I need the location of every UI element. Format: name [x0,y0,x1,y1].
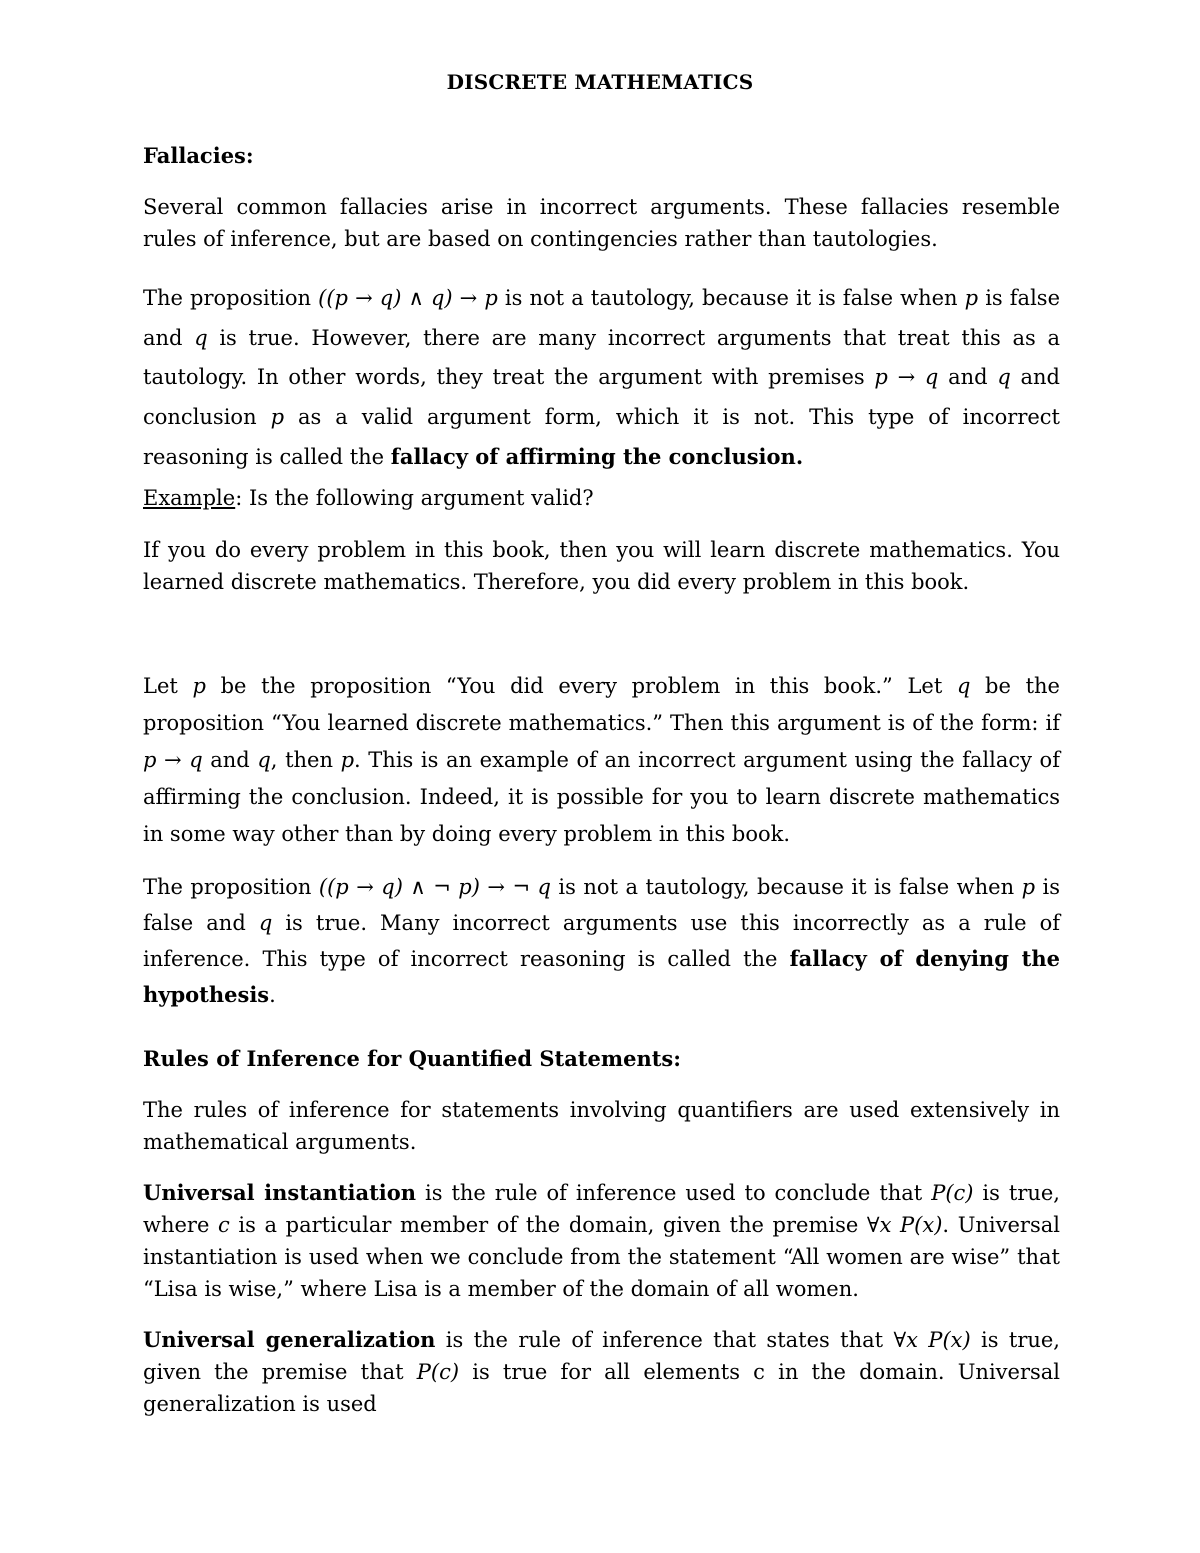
text-run: is the rule of inference that states that [435,1328,894,1352]
text-run: . This is an example of an incorrect argument using the fallacy of affirming the conclusion. Indeed, it is possible for you to learn discrete mathematics in some way other than by doing every problem in this book. [143,748,1060,846]
math-expression: p → q [143,748,203,772]
paragraph-fallacies-intro: Several common fallacies arise in incorrect arguments. These fallacies resemble rules of inference, but are based on contingencies rather than tautologies. [143,195,1060,251]
text-run: is true, given the premise that [143,1328,1060,1384]
math-variable-q: q [257,748,271,772]
term-universal-instantiation: Universal instantiation [143,1180,417,1205]
math-expression: ∀x P(x) [893,1328,971,1352]
text-run: is true. However, there are many incorrect arguments that treat this as a tautology. In other words, they treat the argument with premises [143,325,1060,389]
math-variable-q: q [956,674,971,698]
math-variable-q: q [997,365,1011,389]
text-run: . Universal instantiation is used when we conclude from the statement “All women are wise” that “Lisa is wise,” where Lisa is a member of the domain of all women. [143,1213,1060,1301]
text-run: as a valid argument form, which it is not. This type of incorrect reasoning is called the [143,404,1060,469]
math-variable-p: p [270,404,285,429]
math-expression: P(c) [416,1360,460,1384]
math-variable-q: q [194,325,208,350]
text-run: The proposition [143,286,319,310]
example-argument: If you do every problem in this book, then you will learn discrete mathematics. You learned discrete mathematics. Therefore, you did every problem in this book. [143,538,1060,594]
example-solution [143,668,1060,853]
math-expression: ∀x P(x) [866,1213,943,1237]
math-variable-q: q [258,911,273,935]
paragraph-universal-instantiation [143,1177,1060,1305]
text-run: Let [143,674,193,698]
math-variable-p: p [340,748,355,772]
text-run: is the rule of inference used to conclude that [416,1181,932,1205]
term-fallacy-denying-hypothesis: fallacy of denying the hypothesis [143,946,1060,1007]
math-variable-p: p [1021,875,1036,899]
text-run: is a particular member of the domain, given the premise [229,1213,867,1237]
math-expression: ((p → q) ∧ q) → p [318,286,498,310]
text-run: and [202,748,258,772]
text-run: . [269,983,276,1007]
example-label: Example [143,486,236,510]
paragraph-universal-generalization [143,1324,1060,1420]
text-run: and [938,365,998,389]
text-run: is not a tautology, because it is false when [497,286,965,310]
term-fallacy-affirming-conclusion: fallacy of affirming the conclusion [390,444,796,469]
text-run: The proposition [143,875,319,899]
math-expression: P(c) [931,1181,974,1205]
section-heading-quantified: Rules of Inference for Quantified Statements: [143,1046,681,1071]
paragraph-affirming-conclusion [143,279,1060,478]
text-run: be the proposition “You did every problem in this book.” Let [205,674,957,698]
text-run: : Is the following argument valid? [235,486,594,510]
math-expression: ((p → q) ∧ ¬ p) → ¬ q [318,875,551,899]
text-run: , then [270,748,341,772]
text-run: is not a tautology, because it is false when [550,875,1022,899]
text-run: is false and [143,875,1061,935]
text-run: be the proposition “You learned discrete mathematics.” Then this argument is of the form: if [143,674,1060,735]
math-variable-c: c [218,1213,230,1237]
math-expression: p → q [874,365,939,389]
math-variable-p: p [192,674,206,698]
text-run: is false and [143,286,1060,350]
page-title: DISCRETE MATHEMATICS [446,70,754,94]
section-heading-fallacies: Fallacies: [143,143,254,168]
text-run: . [795,444,804,469]
text-run: is true. Many incorrect arguments use this incorrectly as a rule of inference. This type of incorrect reasoning is called the [143,911,1060,971]
text-run: is true for all elements c in the domain. Universal generalization is used [143,1360,1061,1416]
paragraph-denying-hypothesis [143,869,1060,1013]
term-universal-generalization: Universal generalization [143,1327,436,1352]
paragraph-quantified-intro: The rules of inference for statements involving quantifiers are used extensively in mathematical arguments. [143,1098,1060,1154]
text-run: and conclusion [143,365,1060,429]
example-question [143,482,1060,514]
text-run: is true, where [143,1181,1060,1237]
math-variable-p: p [964,286,979,310]
